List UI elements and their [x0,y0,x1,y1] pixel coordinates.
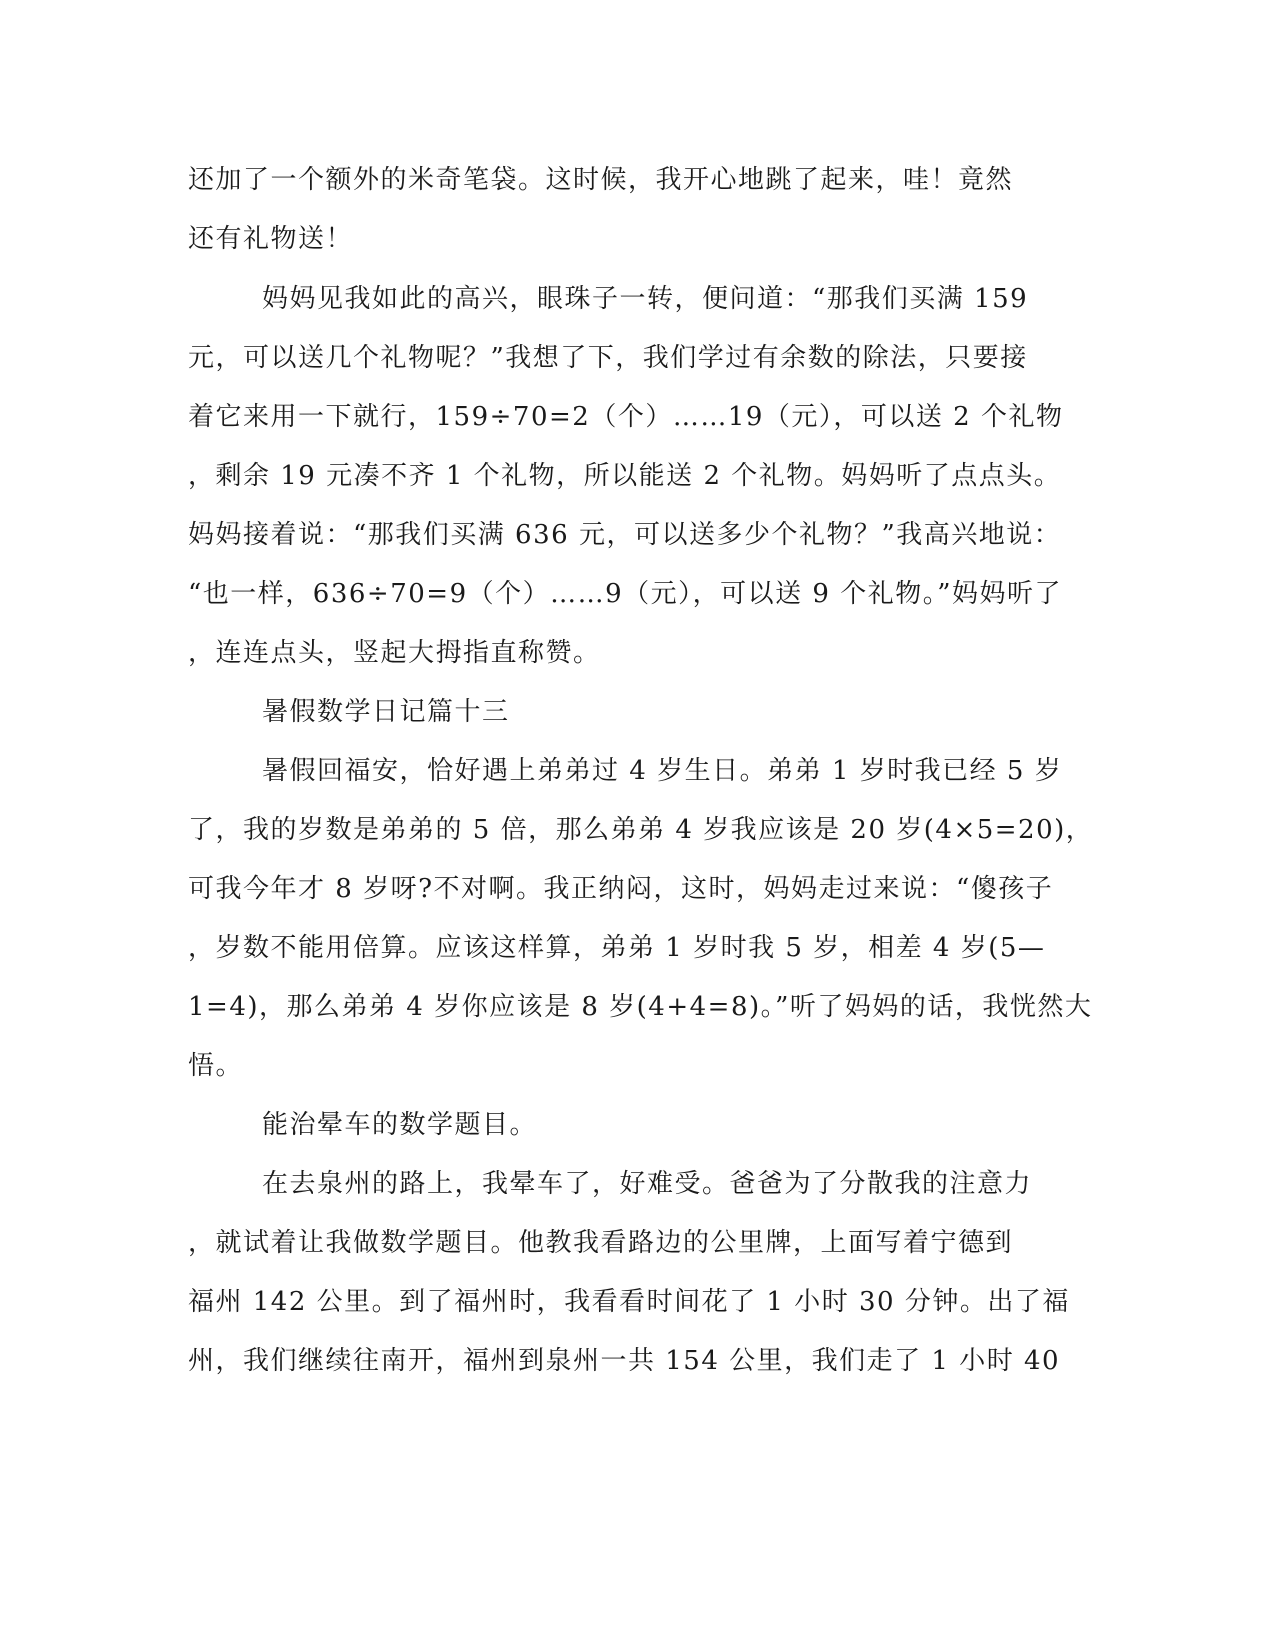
text-line: 元，可以送几个礼物呢？”我想了下，我们学过有余数的除法，只要接 [188,343,1028,373]
text-line: 还有礼物送！ [188,224,354,254]
text-line: 悟。 [188,1051,244,1081]
text-line: 福州 142 公里。到了福州时，我看看时间花了 1 小时 30 分钟。出了福 [188,1287,1070,1317]
text-line: 1=4)，那么弟弟 4 岁你应该是 8 岁(4+4=8)。”听了妈妈的话，我恍然大 [188,992,1093,1022]
paragraph-start: 在去泉州的路上，我晕车了，好难受。爸爸为了分散我的注意力 [262,1169,1033,1199]
text-line: 妈妈接着说：“那我们买满 636 元，可以送多少个礼物？”我高兴地说： [188,520,1062,550]
text-line: 了，我的岁数是弟弟的 5 倍，那么弟弟 4 岁我应该是 20 岁(4×5=20)， [188,815,1094,845]
text-line: 还加了一个额外的米奇笔袋。这时候，我开心地跳了起来，哇！竟然 [188,165,1014,195]
text-line: “也一样，636÷70=9（个）……9（元），可以送 9 个礼物。”妈妈听了 [188,579,1063,609]
paragraph-start: 暑假回福安，恰好遇上弟弟过 4 岁生日。弟弟 1 岁时我已经 5 岁 [262,756,1063,786]
paragraph-start: 妈妈见我如此的高兴，眼珠子一转，便问道：“那我们买满 159 [262,284,1029,314]
text-line: 着它来用一下就行，159÷70=2（个）……19（元），可以送 2 个礼物 [188,402,1064,432]
paragraph-start: 能治晕车的数学题目。 [262,1110,538,1140]
text-line: ，岁数不能用倍算。应该这样算，弟弟 1 岁时我 5 岁，相差 4 岁(5— [188,933,1046,963]
text-line: 州，我们继续往南开，福州到泉州一共 154 公里，我们走了 1 小时 40 [188,1346,1061,1376]
text-line: ，就试着让我做数学题目。他教我看路边的公里牌，上面写着宁德到 [188,1228,1014,1258]
text-line: ，剩余 19 元凑不齐 1 个礼物，所以能送 2 个礼物。妈妈听了点点头。 [188,461,1062,491]
section-heading: 暑假数学日记篇十三 [262,697,510,727]
text-line: 可我今年才 8 岁呀?不对啊。我正纳闷，这时，妈妈走过来说：“傻孩子 [188,874,1054,904]
text-line: ，连连点头，竖起大拇指直称赞。 [188,638,601,668]
